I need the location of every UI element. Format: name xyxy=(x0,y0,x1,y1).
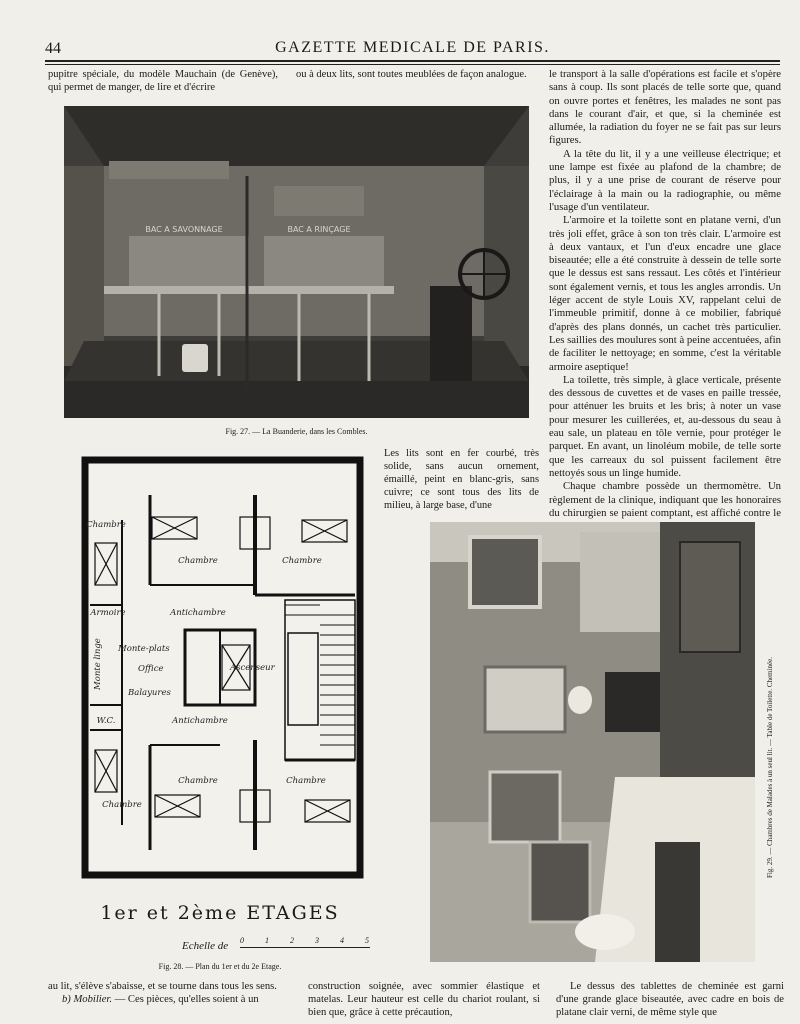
scale-tick: 1 xyxy=(265,936,269,945)
paragraph: L'armoire et la toilette sont en platane verni, d'un très joli effet, grâce à son ton très clair. L'armoire est à deux vantaux, et l'un d'eux encadre une glace biseautée; elle a été construite à dessein de telle sorte que le dessus est sans ressaut. Les côtés et l'intérieur sont également vernis, et tous les angles arrondis. Un léger accent de style Louis XV, rappelant celui de l'immeuble primitif, donne à ce mobilier, fabriqué d'après des plans donnés, un cachet très particulier. Les saillies des moulures sont à peine accentuées, afin de faciliter le nettoyage; en somme, c'est la véritable armoire aseptique! xyxy=(549,214,781,373)
col2-top-text: ou à deux lits, sont toutes meublées de façon analogue. xyxy=(296,69,527,80)
scale-tick: 5 xyxy=(365,936,369,945)
label-chambre: Chambre xyxy=(286,776,326,786)
label-antichambre: Antichambre xyxy=(172,716,228,726)
plan-title: 1er et 2ème ETAGES xyxy=(100,902,340,924)
fig27-caption: Fig. 27. — La Buanderie, dans les Combles. xyxy=(225,427,368,436)
paragraph: A la tête du lit, il y a une veilleuse électrique; et une lampe est fixée au plafond de la chambre; de plus, il y a une prise de courant de réserve pour l'éclairage à la main ou la radiographie, ou même l'usage d'un ventilateur. xyxy=(549,147,781,213)
paragraph: le transport à la salle d'opérations est facile et s'opère sans à coup. Ils sont placés de telle sorte que, quand on ouvre portes et fenêtres, les malades ne sont pas dans le courant d'air, et que, si la cheminée est allumée, la radiation du foyer ne se fait pas sur leurs figures. xyxy=(549,68,781,147)
label-chambre: Chambre xyxy=(102,800,142,810)
label-armoire: Armoire xyxy=(90,608,126,618)
label-monte-linge: Monte linge xyxy=(93,638,103,690)
header-rule-thin xyxy=(45,64,780,65)
scale-tick: 3 xyxy=(315,936,319,945)
col3-text xyxy=(549,68,781,533)
sign-savonnage: BAC A SAVONNAGE xyxy=(145,225,223,234)
label-chambre: Chambre xyxy=(282,556,322,566)
journal-title: GAZETTE MEDICALE DE PARIS. xyxy=(275,39,550,56)
bottom-col1-text: au lit, s'élève s'abaisse, et se tourne dans tous les sens. b) Mobilier. — Ces pièces, qu'elles soient à un xyxy=(48,981,277,1005)
page-number: 44 xyxy=(45,40,61,57)
scale-bar xyxy=(182,936,382,960)
label-monte-plats: Monte-plats xyxy=(118,644,170,654)
label-chambre: Chambre xyxy=(86,520,126,530)
scale-tick: 0 xyxy=(240,936,244,945)
bottom-col3-text: Le dessus des tablettes de cheminée est garni d'une grande glace biseautée, avec cadre en bois de platane clair verni, de même style que xyxy=(556,981,784,1018)
scale-tick: 4 xyxy=(340,936,344,945)
figure-laundry-photo xyxy=(64,106,529,418)
figure-patient-room-photo xyxy=(430,522,755,962)
scale-label: Echelle de xyxy=(182,940,229,952)
label-ascenseur: Ascenseur xyxy=(230,663,275,673)
label-wc: W.C. xyxy=(96,716,116,726)
sign-rincage: BAC A RINÇAGE xyxy=(287,225,351,234)
label-chambre: Chambre xyxy=(178,556,218,566)
scale-tick: 2 xyxy=(290,936,294,945)
floor-plan xyxy=(80,455,365,880)
col1-top-text: pupitre spéciale, du modèle Mauchain (de Genève), qui permet de manger, de lire et d'écrire xyxy=(48,69,278,93)
header-rule xyxy=(45,60,780,62)
label-office: Office xyxy=(138,664,164,674)
floor-plan-drawing xyxy=(80,455,365,880)
label-antichambre: Antichambre xyxy=(170,608,226,618)
paragraph: La toilette, très simple, à glace verticale, présente des dessous de cuvettes et de vases en paille tressée, pour atténuer les bruits et les bris; à noter un vase pour mesurer les cuillerées, et, au-dessous du seau à eau sale, un plateau en tôle vernie, pour protéger le parquet. En avant, un linoléum mobile, de telle sorte que les carreaux du sol puissent facilement être nettoyés sous un linge humide. xyxy=(549,373,781,479)
bottom-col2-text: construction soignée, avec sommier élastique et matelas. Leur hauteur est celle du chariot roulant, si bien que, grâce à cette précaution, xyxy=(308,981,540,1018)
label-chambre: Chambre xyxy=(178,776,218,786)
paragraph: Chaque chambre possède un thermomètre. Un règlement de la clinique, indiquant que les honoraires du chirurgien se paient comptant, est affiché contre le xyxy=(549,480,781,519)
mid-column-text: Les lits sont en fer courbé, très solide, sans aucun ornement, émaillé, peint en blanc-gris, sans cuivre; ce sont tous des lits de milieu, à large base, d'une xyxy=(384,448,539,511)
label-balayures: Balayures xyxy=(128,688,171,698)
laundry-photo xyxy=(64,106,529,418)
fig28-caption: Fig. 28. — Plan du 1er et du 2e Etage. xyxy=(158,962,282,971)
patient-room-photo xyxy=(430,522,755,962)
page-header xyxy=(45,36,780,62)
